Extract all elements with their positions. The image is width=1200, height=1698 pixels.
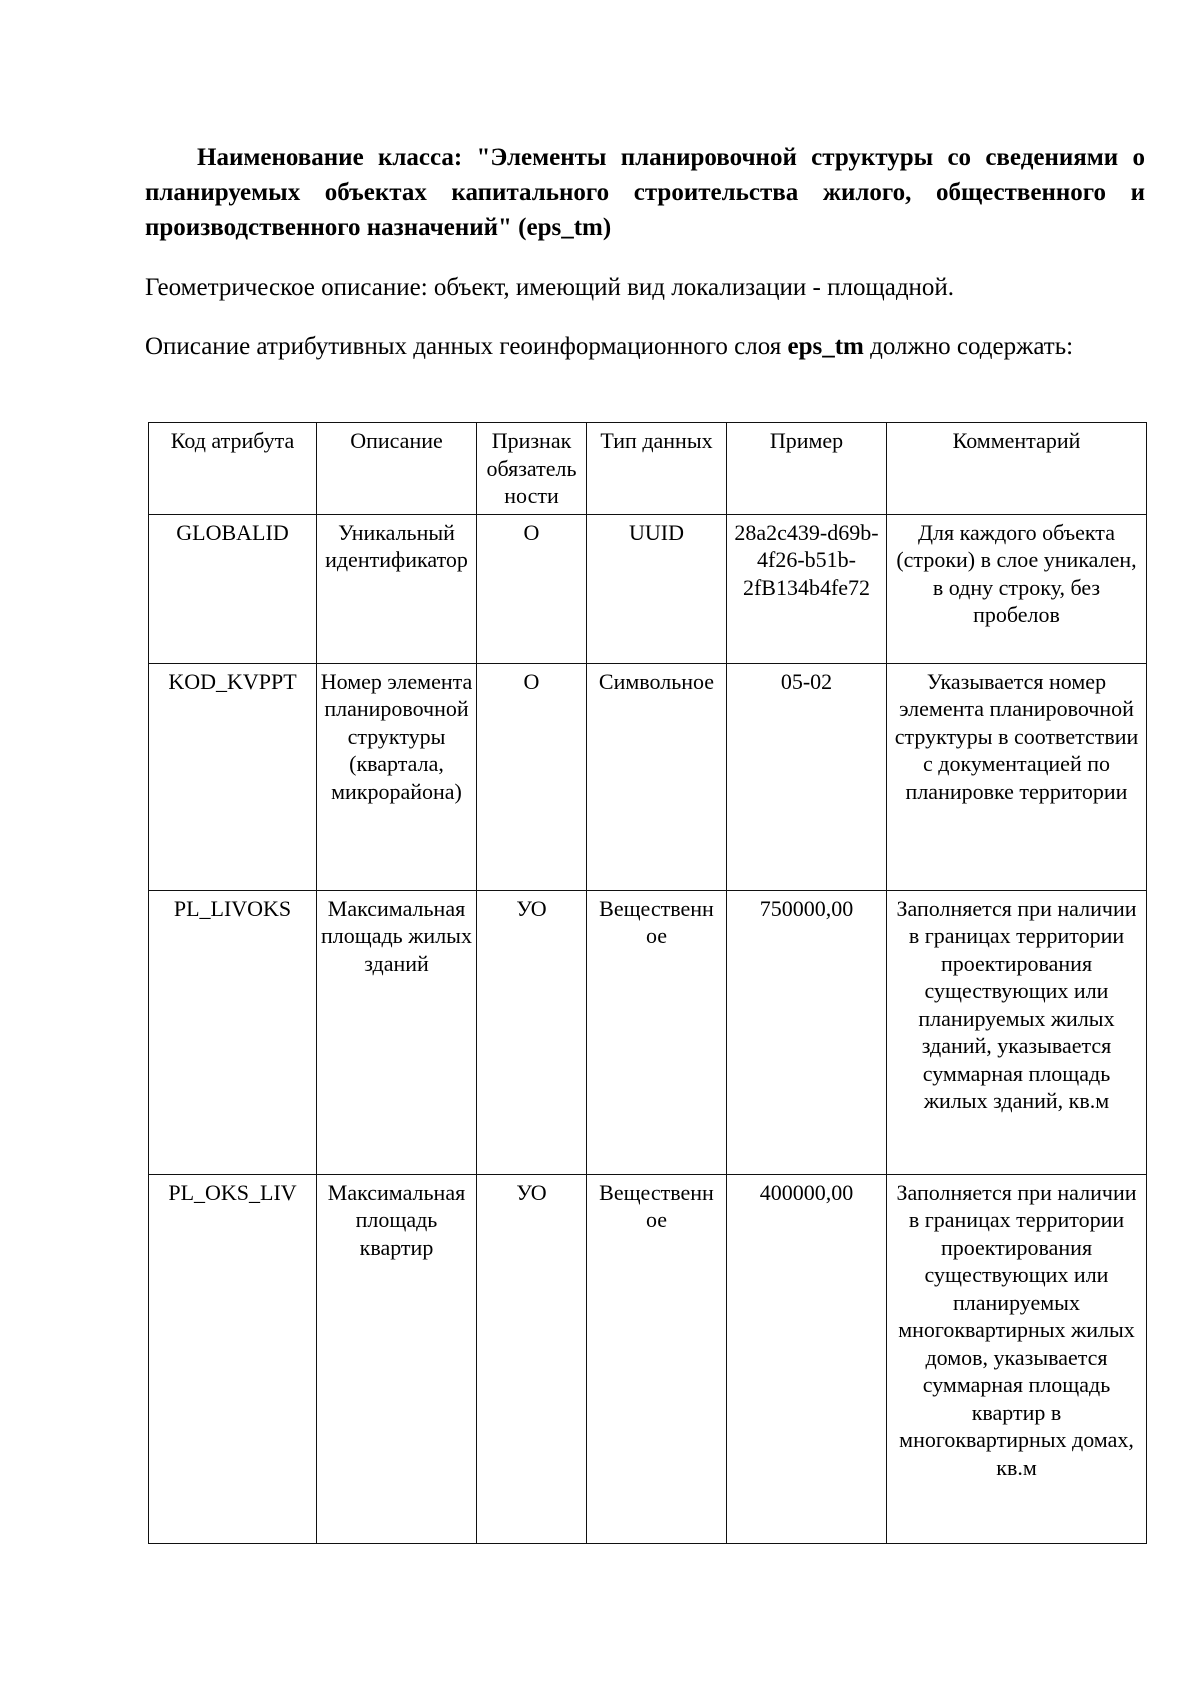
class-heading: [145, 140, 1145, 245]
cell-required: О: [477, 663, 587, 890]
header-comment: Комментарий: [887, 423, 1147, 515]
table-row: [149, 663, 1147, 890]
cell-example: 400000,00: [727, 1174, 887, 1543]
cell-description: Максимальная площадь жилых зданий: [317, 890, 477, 1174]
cell-description: Максимальная площадь квартир: [317, 1174, 477, 1543]
table-header-row: [149, 423, 1147, 515]
layer-name: eps_tm: [787, 333, 864, 360]
attributes-intro-after: должно содержать:: [870, 333, 1074, 360]
cell-comment: Заполняется при наличии в границах территории проектирования существующих или планируемых многоквартирных жилых домов, указывается суммарная площадь квартир в многоквартирных домах, кв.м: [887, 1174, 1147, 1543]
table-row: [149, 1174, 1147, 1543]
header-type: Тип данных: [587, 423, 727, 515]
cell-type: UUID: [587, 514, 727, 663]
cell-code: PL_OKS_LIV: [149, 1174, 317, 1543]
cell-example: 750000,00: [727, 890, 887, 1174]
table-row: [149, 514, 1147, 663]
cell-code: KOD_KVPPT: [149, 663, 317, 890]
cell-required: УО: [477, 890, 587, 1174]
header-description: Описание: [317, 423, 477, 515]
geometry-description: Геометрическое описание: объект, имеющий вид локализации - площадной.: [145, 274, 955, 301]
attributes-intro-before: Описание атрибутивных данных геоинформационного слоя: [145, 333, 782, 360]
cell-required: УО: [477, 1174, 587, 1543]
class-heading-label: Наименование класса:: [197, 144, 463, 171]
cell-comment: Для каждого объекта (строки) в слое уникален, в одну строку, без пробелов: [887, 514, 1147, 663]
header-example: Пример: [727, 423, 887, 515]
cell-comment: Заполняется при наличии в границах территории проектирования существующих или планируемых жилых зданий, указывается суммарная площадь жилых зданий, кв.м: [887, 890, 1147, 1174]
cell-example: 28a2c439-d69b-4f26-b51b-2fB134b4fe72: [727, 514, 887, 663]
header-code: Код атрибута: [149, 423, 317, 515]
cell-type: Вещественн ое: [587, 1174, 727, 1543]
cell-description: Уникальный идентификатор: [317, 514, 477, 663]
class-heading-text: "Элементы планировочной структуры со сведениями о планируемых объектах капитального строительства жилого, общественного и производственного назначений" (eps_tm): [145, 144, 1145, 241]
attributes-intro: [145, 328, 1145, 365]
header-required: Признак обязатель ности: [477, 423, 587, 515]
table-row: [149, 890, 1147, 1174]
cell-type: Символьное: [587, 663, 727, 890]
cell-example: 05-02: [727, 663, 887, 890]
attributes-table: [148, 422, 1147, 1544]
cell-comment: Указывается номер элемента планировочной структуры в соответствии с документацией по планировке территории: [887, 663, 1147, 890]
cell-code: PL_LIVOKS: [149, 890, 317, 1174]
cell-required: О: [477, 514, 587, 663]
cell-code: GLOBALID: [149, 514, 317, 663]
cell-type: Вещественн ое: [587, 890, 727, 1174]
cell-description: Номер элемента планировочной структуры (квартала, микрорайона): [317, 663, 477, 890]
